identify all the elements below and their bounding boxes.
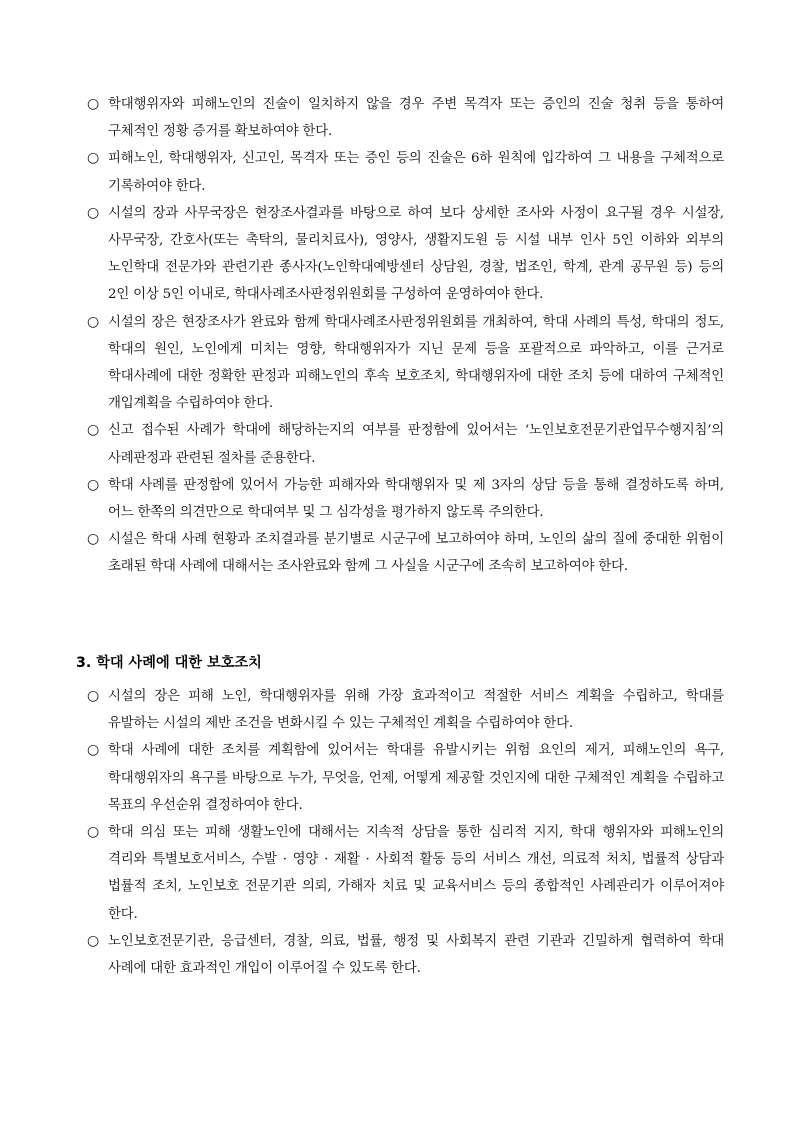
list-item [84,309,724,418]
list-item-text: 시설은 학대 사례 현황과 조치결과를 분기별로 시군구에 보고하여야 하며, 노인의 삶의 질에 중대한 위험이 초래된 학대 사례에 대해서는 조사완료와 함께 그 사실을 시군구에 조속히 보고하여야 한다. [108,532,724,575]
circle-bullet-icon: ○ [87,204,100,221]
list-item [84,417,724,471]
section-heading: 3. 학대 사례에 대한 보호조치 [76,655,262,671]
circle-bullet-icon: ○ [87,824,100,841]
list-item [84,145,724,199]
list-item-text: 학대 사례를 판정함에 있어서 가능한 피해자와 학대행위자 및 제 3자의 상담 등을 통해 결정하도록 하며, 어느 한쪽의 의견만으로 학대여부 및 그 심각성을 평가하지 않도록 주의한다. [108,477,724,521]
circle-bullet-icon: ○ [87,932,100,949]
list-item [84,472,724,526]
circle-bullet-icon: ○ [87,150,100,167]
list-item-text: 학대 의심 또는 피해 생활노인에 대해서는 지속적 상담을 통한 심리적 지지, 학대 행위자와 피해노인의 격리와 특별보호서비스, 수발 · 영양 · 재활 · 사회적 활동 등의 서비스 개선, 의료적 처치, 법률적 상담과 법률적 조치, 노인보호 전문기관 의뢰, 가해자 치료 및 교육서비스 등의 종합적인 사례관리가 이루어져야 한다. [108,825,724,922]
list-item-text: 시설의 장은 피해 노인, 학대행위자를 위해 가장 효과적이고 적절한 서비스 계획을 수립하고, 학대를 유발하는 시설의 제반 조건을 변화시킬 수 있는 구체적인 계획을 수립하여야 한다. [108,689,724,732]
circle-bullet-icon: ○ [87,531,100,548]
list-item [84,200,724,309]
procedure-list [84,91,724,581]
circle-bullet-icon: ○ [87,96,100,112]
circle-bullet-icon: ○ [87,688,100,704]
list-item-text: 학대 사례에 대한 조치를 계획함에 있어서는 학대를 유발시키는 위험 요인의 제거, 피해노인의 욕구, 학대행위자의 욕구를 바탕으로 누가, 무엇을, 언제, 어떻게 제공할 것인지에 대한 구체적인 계획을 수립하고 목표의 우선순위 결정하여야 한다. [108,743,724,813]
list-item [84,91,724,145]
list-item-text: 시설의 장과 사무국장은 현장조사결과를 바탕으로 하여 보다 상세한 조사와 사정이 요구될 경우 시설장, 사무국장, 간호사(또는 촉탁의, 물리치료사), 영양사, 생활지도원 등 시설 내부 인사 5인 이하와 외부의 노인학대 전문가와 관련기관 종사자(노인학대예방센터 상담원, 경찰, 법조인, 학계, 관계 공무원 등) 등의 2인 이상 5인 이내로, 학대사례조사판정위원회를 구성하여 운영하여야 한다. [108,205,724,303]
circle-bullet-icon: ○ [87,476,100,493]
circle-bullet-icon: ○ [87,742,100,759]
list-item [84,683,724,737]
protection-measures-list [84,683,724,982]
list-item [84,526,724,580]
list-item [84,737,724,819]
list-item-text: 피해노인, 학대행위자, 신고인, 목격자 또는 증인 등의 진술은 6하 원칙에 입각하여 그 내용을 구체적으로 기록하여야 한다. [108,151,724,194]
list-item-text: 시설의 장은 현장조사가 완료와 함께 학대사례조사판정위원회를 개최하여, 학대 사례의 특성, 학대의 정도, 학대의 원인, 노인에게 미치는 영향, 학대행위자가 지닌 문제 등을 포괄적으로 파악하고, 이를 근거로 학대사례에 대한 정확한 판정과 피해노인의 후속 보호조치, 학대행위자에 대한 조치 등에 대하여 구체적인 개입계획을 수립하여야 한다. [108,314,724,412]
circle-bullet-icon: ○ [87,422,100,439]
list-item [84,819,724,928]
list-item-text: 노인보호전문기관, 응급센터, 경찰, 의료, 법률, 행정 및 사회복지 관련 기관과 긴밀하게 협력하여 학대 사례에 대한 효과적인 개입이 이루어질 수 있도록 한다. [108,933,724,977]
list-item-text: 학대행위자와 피해노인의 진술이 일치하지 않을 경우 주변 목격자 또는 증인의 진술 청취 등을 통하여 구체적인 정황 증거를 확보하여야 한다. [108,97,724,140]
list-item-text: 신고 접수된 사례가 학대에 해당하는지의 여부를 판정함에 있어서는 ‘노인보호전문기관업무수행지침’의 사례판정과 관련된 절차를 준용한다. [108,423,724,466]
circle-bullet-icon: ○ [87,313,100,330]
list-item [84,928,724,982]
